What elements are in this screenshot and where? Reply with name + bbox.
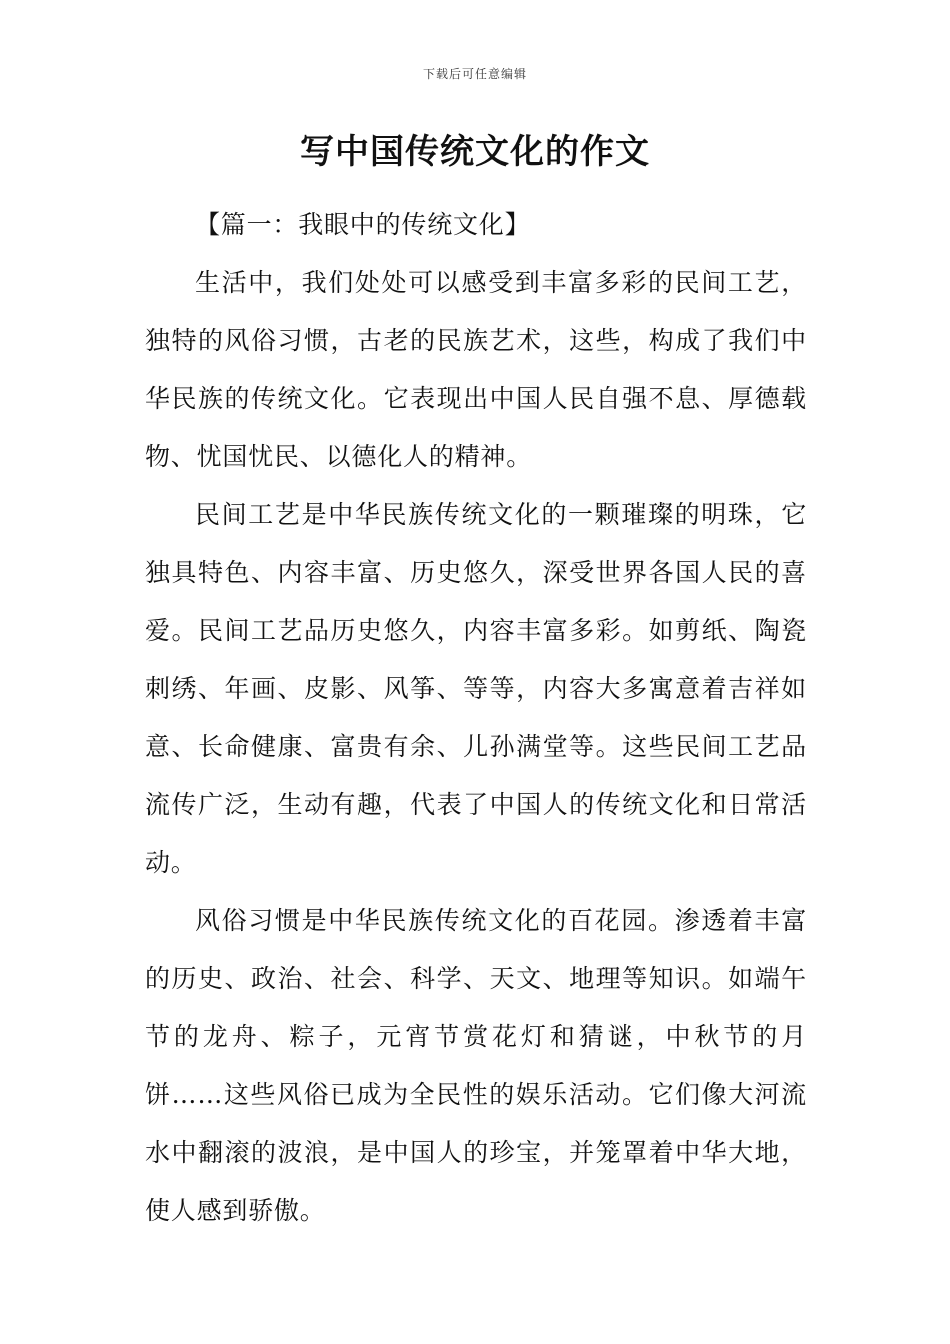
document-body xyxy=(145,196,807,1240)
paragraph-3: 风俗习惯是中华民族传统文化的百花园。渗透着丰富的历史、政治、社会、科学、天文、地理等知识。如端午节的龙舟、粽子，元宵节赏花灯和猜谜，中秋节的月饼……这些风俗已成为全民性的娱乐活动。它们像大河流水中翻滚的波浪，是中国人的珍宝，并笼罩着中华大地，使人感到骄傲。 xyxy=(145,906,807,1225)
section-heading: 【篇一：我眼中的传统文化】 xyxy=(195,210,531,239)
paragraph-1: 生活中，我们处处可以感受到丰富多彩的民间工艺，独特的风俗习惯，古老的民族艺术，这些，构成了我们中华民族的传统文化。它表现出中国人民自强不息、厚德载物、忧国忧民、以德化人的精神。 xyxy=(145,268,807,471)
paragraph-2: 民间工艺是中华民族传统文化的一颗璀璨的明珠，它独具特色、内容丰富、历史悠久，深受世界各国人民的喜爱。民间工艺品历史悠久，内容丰富多彩。如剪纸、陶瓷刺绣、年画、皮影、风筝、等等，内容大多寓意着吉祥如意、长命健康、富贵有余、儿孙满堂等。这些民间工艺品流传广泛，生动有趣，代表了中国人的传统文化和日常活动。 xyxy=(145,500,807,877)
document-title: 写中国传统文化的作文 xyxy=(300,132,650,172)
header-note: 下载后可任意编辑 xyxy=(422,67,527,81)
